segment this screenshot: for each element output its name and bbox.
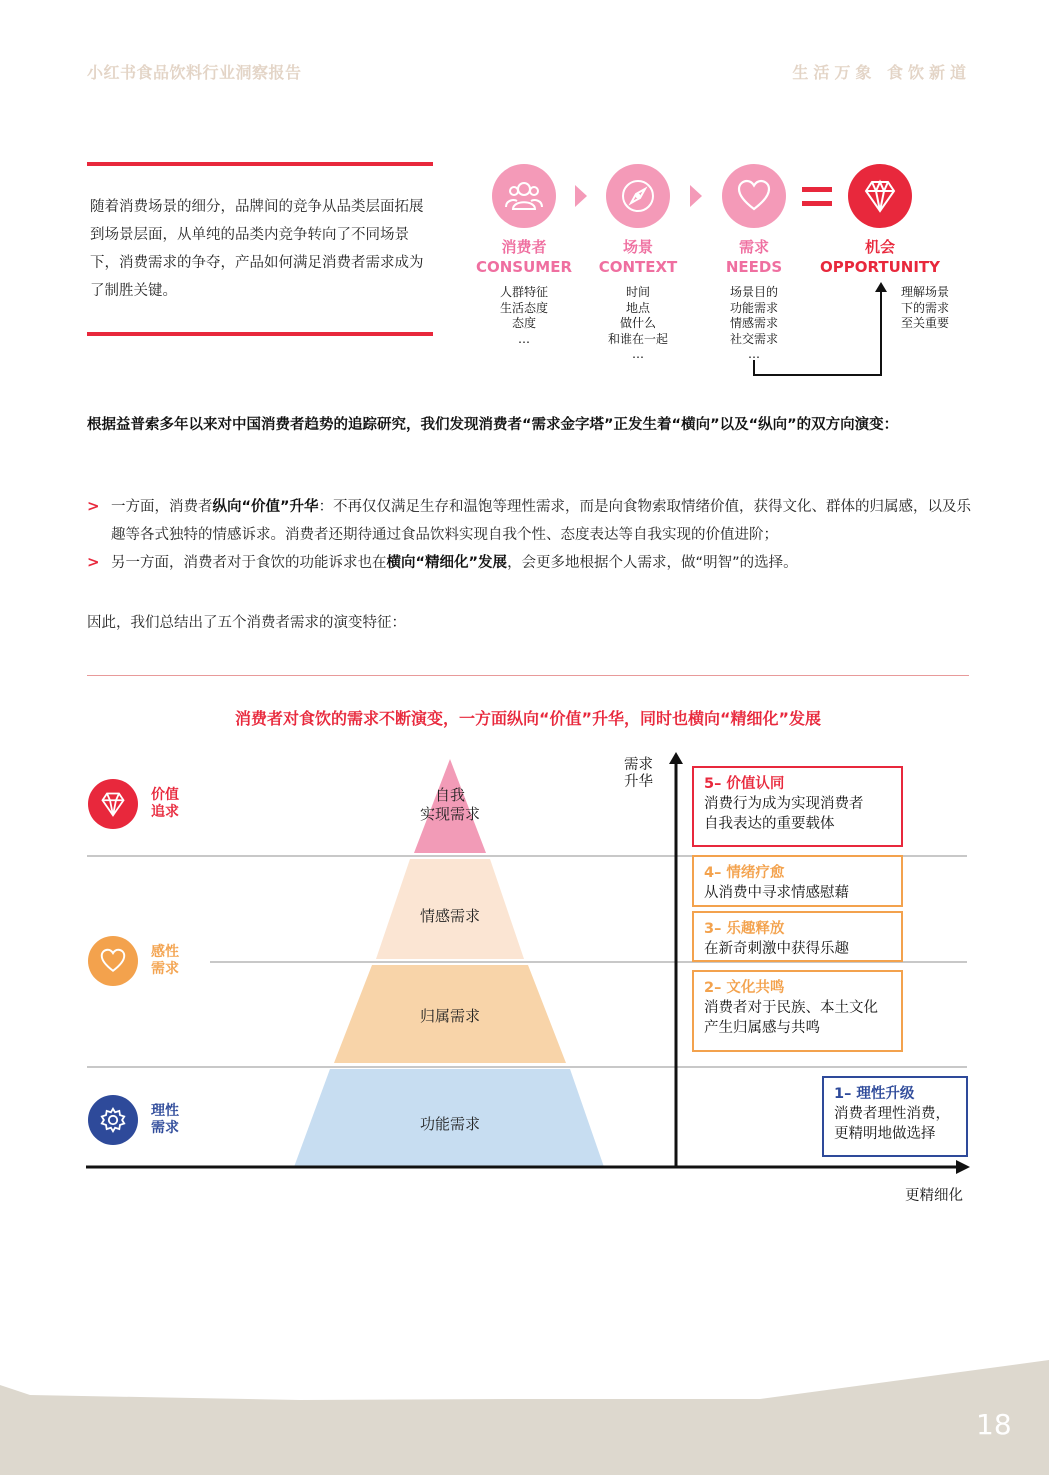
pyramid-label-belonging: 归属需求 (419, 1007, 480, 1025)
card-rational-upgrade: 1– 理性升级 消费者理性消费， 更精明地做选择 (822, 1076, 968, 1157)
page-number: 18 (976, 1408, 1012, 1441)
pyramid-label-self: 自我 实现需求 (419, 786, 480, 823)
card-emotional-healing: 4– 情绪疗愈 从消费中寻求情感慰藉 (692, 855, 903, 907)
bullet-1: > 一方面，消费者纵向“价值”升华：不再仅仅满足生存和温饱等理性需求，而是向食物索取情绪价值，获得文化、群体的归属感，以及乐趣等各式独特的情感诉求。消费者还期待通过食品饮料实现自我个性、态度表达等自我实现的价值进阶； (87, 497, 972, 543)
chart-title: 消费者对食饮的需求不断演变，一方面纵向“价值”升华，同时也横向“精细化”发展 (234, 709, 822, 728)
x-axis-label: 更精细化 (905, 1188, 963, 1204)
card-fun-release: 3– 乐趣释放 在新奇刺激中获得乐趣 (692, 911, 903, 962)
opportunity-title: 机会 OPPORTUNITY (819, 238, 940, 276)
group-label-value: 价值 追求 (151, 787, 179, 820)
y-axis-label: 需求 升华 (624, 757, 653, 790)
needs-to-opportunity-connector (748, 280, 888, 380)
footer-band (0, 1355, 1049, 1475)
needs-items: 场景目的 功能需求 情感需求 社交需求 … (729, 285, 778, 361)
pyramid-label-function: 功能需求 (419, 1115, 480, 1133)
group-label-rational: 理性 需求 (151, 1103, 179, 1136)
flow-arrow-2 (690, 185, 702, 207)
needs-title: 需求 NEEDS (725, 238, 783, 276)
pyramid-label-emotion: 情感需求 (419, 907, 480, 925)
equals-bar-top (802, 187, 832, 192)
heart-icon (722, 164, 786, 228)
diamond-icon (848, 164, 912, 228)
section-divider (87, 675, 969, 676)
report-title: 小红书食品饮料行业洞察报告 (87, 63, 302, 82)
bullet-2: > 另一方面，消费者对于食饮的功能诉求也在横向“精细化”发展，会更多地根据个人需求，做“明智”的选择。 (87, 553, 798, 571)
intro-bottom-bar (87, 332, 433, 336)
group-label-emotional: 感性 需求 (151, 944, 179, 977)
compass-icon (606, 164, 670, 228)
consumer-title: 消费者 CONSUMER (475, 238, 573, 276)
bullet-chevron: > (87, 497, 100, 515)
people-icon (492, 164, 556, 228)
intro-top-bar (87, 162, 433, 166)
card-cultural-resonance: 2– 文化共鸣 消费者对于民族、本土文化 产生归属感与共鸣 (692, 970, 903, 1052)
context-title: 场景 CONTEXT (598, 238, 678, 276)
report-slogan: 生活万象 食饮新道 (792, 63, 971, 82)
lead-paragraph: 根据益普索多年以来对中国消费者趋势的追踪研究，我们发现消费者“需求金字塔”正发生着“横向”以及“纵向”的双方向演变： (87, 417, 899, 433)
opportunity-items: 理解场景 下的需求 至关重要 (900, 285, 949, 330)
equals-bar-bottom (802, 201, 832, 206)
intro-text: 随着消费场景的细分，品牌间的竞争从品类层面拓展到场景层面，从单纯的品类内竞争转向了不同场景下，消费需求的争夺，产品如何满足消费者需求成为了制胜关键。 (90, 199, 424, 299)
bullet-chevron: > (87, 553, 100, 571)
context-items: 时间 地点 做什么 和谁在一起 … (607, 285, 668, 361)
consumer-items: 人群特征 生活态度 态度 … (499, 285, 548, 346)
card-value-identity: 5– 价值认同 消费行为成为实现消费者 自我表达的重要载体 (692, 766, 903, 847)
summary-text: 因此，我们总结出了五个消费者需求的演变特征： (87, 615, 406, 631)
flow-arrow-1 (575, 185, 587, 207)
